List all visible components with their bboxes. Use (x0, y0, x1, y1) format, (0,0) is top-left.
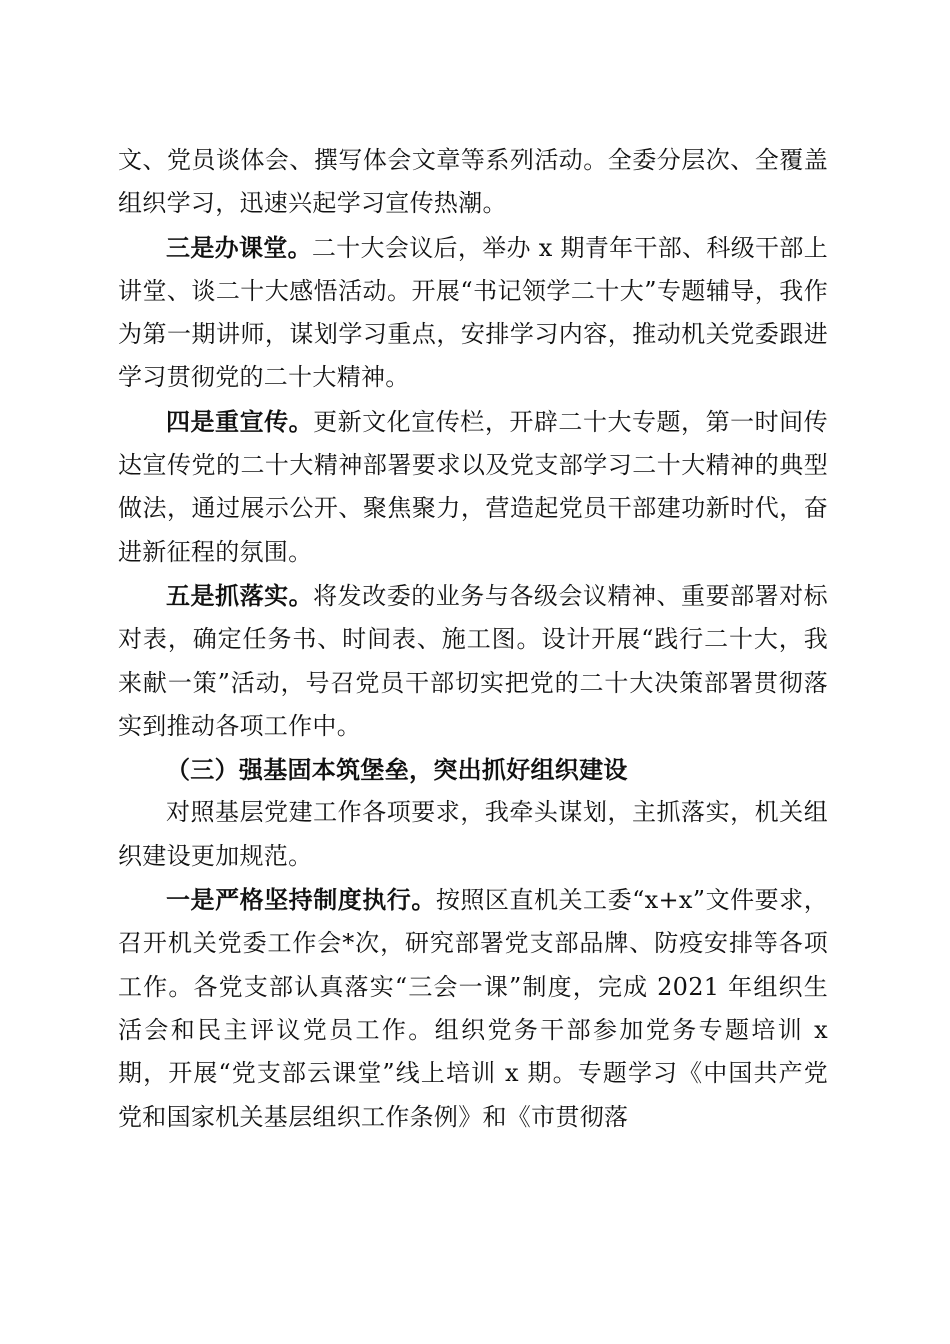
paragraph-6-lead: 一是严格坚持制度执行。 (166, 885, 436, 915)
paragraph-3-text: 更新文化宣传栏，开辟二十大专题，第一时间传达宣传党的二十大精神部署要求以及党支部学习二十大精神的典型做法，通过展示公开、聚焦聚力，营造起党员干部建功新时代，奋进新征程的氛围。 (118, 407, 828, 566)
document-page (118, 139, 828, 1139)
paragraph-2 (118, 226, 828, 400)
paragraph-2-text: 二十大会议后，举办 x 期青年干部、科级干部上讲堂、谈二十大感悟活动。开展“书记领学二十大”专题辅导，我作为第一期讲师，谋划学习重点，安排学习内容，推动机关党委跟进学习贯彻党的二十大精神。 (118, 233, 828, 392)
paragraph-4-lead: 五是抓落实。 (166, 580, 314, 610)
paragraph-6-text: 按照区直机关工委“x+x”文件要求，召开机关党委工作会*次，研究部署党支部品牌、防疫安排等各项工作。各党支部认真落实“三会一课”制度，完成 2021 年组织生活会和民主评议党员工作。组织党务干部参加党务专题培训 x 期，开展“党支部云课堂”线上培训 x 期。专题学习《中国共产党党和国家机关基层组织工作条例》和《市贯彻落 (118, 886, 828, 1131)
paragraph-2-lead: 三是办课堂。 (166, 232, 312, 262)
paragraph-5 (118, 791, 828, 878)
paragraph-1-text: 文、党员谈体会、撰写体会文章等系列活动。全委分层次、全覆盖组织学习，迅速兴起学习宣传热潮。 (118, 146, 828, 218)
paragraph-3 (118, 400, 828, 574)
paragraph-5-text: 对照基层党建工作各项要求，我牵头谋划，主抓落实，机关组织建设更加规范。 (118, 798, 828, 870)
paragraph-3-lead: 四是重宣传。 (166, 406, 314, 436)
paragraph-1 (118, 139, 828, 226)
paragraph-4-text: 将发改委的业务与各级会议精神、重要部署对标对表，确定任务书、时间表、施工图。设计开展“践行二十大，我来献一策”活动，号召党员干部切实把党的二十大决策部署贯彻落实到推动各项工作中。 (118, 581, 828, 740)
paragraph-4 (118, 574, 828, 748)
section-heading: （三）强基固本筑堡垒，突出抓好组织建设 (166, 755, 628, 785)
paragraph-6 (118, 878, 828, 1139)
